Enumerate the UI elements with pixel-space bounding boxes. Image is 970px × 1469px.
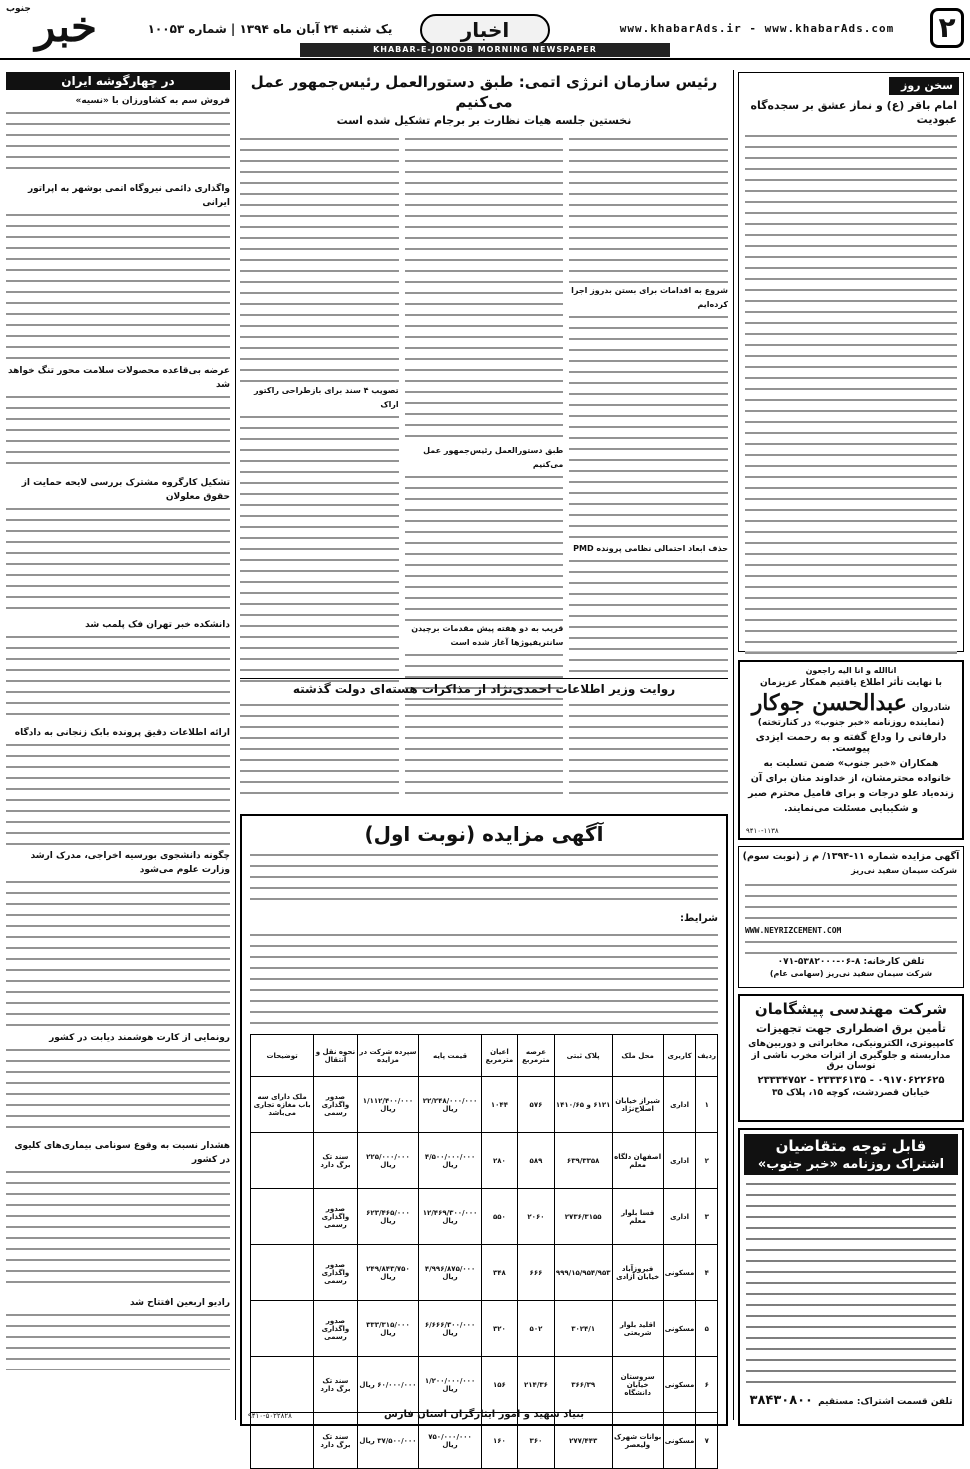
auction-table-cell: اداری [663, 1133, 696, 1189]
auction-table-cell: فیروزآباد خیابان آزادی [612, 1245, 663, 1301]
auction-table-row [251, 1357, 718, 1413]
auction-table-cell: ۴/۹۹۶/۸۷۵/۰۰۰ ریال [419, 1245, 481, 1301]
engineering-phone: ۰۹۱۷۰۶۲۲۶۲۵ - ۲۳۳۳۶۱۳۵ - ۲۳۳۳۴۷۵۲ [757, 1075, 945, 1086]
province-news-headline: ارائه اطلاعات دقیق پرونده بابک زنجانی به دادگاه [14, 728, 230, 738]
editorial-body [745, 131, 957, 661]
auction-intro [250, 850, 718, 908]
auction-table-cell: ۶/۶۶۶/۳۰۰/۰۰۰ ریال [419, 1301, 481, 1357]
auction-table-row [251, 1413, 718, 1469]
province-news-headline: رادیو اربعین افتتاح شد [129, 1298, 230, 1308]
engineering-subtitle: تأمین برق اضطراری جهت تجهیزات [755, 1022, 947, 1035]
auction-table-cell: ۲۱۴/۳۶ [518, 1357, 555, 1413]
auction-table-row [251, 1245, 718, 1301]
article-subhead: تصویب ۴ سند برای بازطراحی راکتور اراک [254, 386, 399, 409]
auction-table-cell: مسکونی [663, 1413, 696, 1469]
condolence-intro: با نهایت تأثر اطلاع یافتیم همکار عزیزمان [760, 678, 942, 688]
auction-table-row [251, 1301, 718, 1357]
subscription-phone-line [740, 1389, 962, 1408]
logo-sub: جنوب [6, 4, 31, 14]
auction-table-cell: ملک دارای سه باب مغازه تجاری می‌باشد [251, 1077, 314, 1133]
auction-column-header: نحوه نقل و انتقال [314, 1035, 357, 1077]
article-column [569, 134, 728, 684]
page-number: ۲ [930, 8, 964, 48]
article-subhead: قریب به دو هفته پیش مقدمات برچیدن سانتریفیوژها آغاز شده است [411, 624, 564, 647]
auction-table-cell: ۵۷۶ [518, 1077, 555, 1133]
cement-footer: شرکت سیمان سفید نی‌ریز (سهامی عام) [769, 969, 933, 978]
condolence-name-prefix: شادروان [911, 703, 951, 713]
province-news-item [6, 94, 230, 178]
engineering-ad [738, 994, 964, 1122]
auction-table-cell: سروستان خیابان دانشگاه [612, 1357, 663, 1413]
province-news-body [6, 1045, 230, 1135]
article-text [405, 134, 564, 444]
cement-auction-ad [738, 846, 964, 988]
auction-table-cell: ۲۷۷/۴۴۳ [554, 1413, 612, 1469]
column-divider [235, 70, 236, 1420]
auction-table-cell: اداری [663, 1077, 696, 1133]
province-news-item [6, 849, 230, 1027]
auction-column-header: عرصه مترمربع [518, 1035, 555, 1077]
article-subhead: شروع به اقدامات برای بستن بدروز اجرا کرده‌ایم [571, 286, 728, 309]
subscription-body [746, 1179, 956, 1385]
article-text [240, 700, 399, 795]
auction-table-row [251, 1189, 718, 1245]
auction-table-cell [251, 1133, 314, 1189]
auction-table-cell [251, 1413, 314, 1469]
condolence-line2: همکاران «خبر جنوب» ضمن تسلیت به خانواده محترمشان، از خداوند منان برای آن زنده‌یاد علو درجات و برای فامیل محترم صبر و شکیبایی مسئلت می‌نمایند. [748, 758, 954, 814]
auction-table-cell: ۲۰۶۰ [518, 1189, 555, 1245]
auction-table-cell: ۶۰/۰۰۰/۰۰۰ ریال [357, 1357, 419, 1413]
auction-table-cell: ۳۶۰ [518, 1413, 555, 1469]
auction-table-cell: ۱/۲۰۰/۰۰۰/۰۰۰ ریال [419, 1357, 481, 1413]
article-text [240, 412, 399, 682]
auction-table-cell: ۶۳۹/۳۳۵۸ [554, 1133, 612, 1189]
province-news-item [6, 182, 230, 360]
subscription-notice [738, 1128, 964, 1426]
auction-table-cell: ۲۴۹/۸۴۳/۷۵۰ ریال [357, 1245, 419, 1301]
auction-table-cell: ۲ [696, 1133, 718, 1189]
auction-table-cell: بوانات شهرک ولیعصر [612, 1413, 663, 1469]
cement-company: شرکت سیمان سفید نی‌ریز [851, 866, 957, 875]
main-article [240, 72, 728, 672]
auction-table-header [251, 1035, 718, 1077]
auction-table-row [251, 1077, 718, 1133]
auction-table-cell: ۲۷۳۶/۳۱۵۵ [554, 1189, 612, 1245]
section-title: اخبار [420, 14, 550, 46]
auction-column-header: سپرده شرکت در مزایده [357, 1035, 419, 1077]
province-news-headline: دانشکده خبر تهران فک پلمب شد [85, 620, 230, 630]
provinces-items [6, 94, 230, 1370]
article-ahmadinejad [240, 678, 728, 808]
article-subhead: حذف ابعاد احتمالی نظامی پرونده PMD [573, 544, 728, 553]
editorial-box [738, 72, 964, 652]
auction-table-cell: اقلید بلوار شریعتی [612, 1301, 663, 1357]
auction-table-cell: ۲۲۵/۰۰۰/۰۰۰ ریال [357, 1133, 419, 1189]
condolence-notice [738, 660, 964, 840]
auction-column-header: ردیف [696, 1035, 718, 1077]
article-text [569, 556, 728, 676]
auction-table-cell: مسکونی [663, 1245, 696, 1301]
main-article-columns [240, 134, 728, 684]
auction-table-cell: ۳۲۰ [481, 1301, 517, 1357]
auction-table-cell [251, 1301, 314, 1357]
auction-table-cell: سند تک برگ دارد [314, 1357, 357, 1413]
article-text [569, 134, 728, 284]
province-news-body [6, 1167, 230, 1292]
auction-table-cell: ۶ [696, 1357, 718, 1413]
article-text [569, 312, 728, 542]
auction-table-cell: ۵ [696, 1301, 718, 1357]
editorial-headline: امام باقر (ع) و نماز عشق بر سجده‌گاه عبودیت [750, 99, 957, 126]
province-news-item [6, 1296, 230, 1370]
article-text [405, 472, 564, 622]
auction-table-cell: ۱/۱۱۲/۴۰۰/۰۰۰ ریال [357, 1077, 419, 1133]
provinces-title: در چهارگوشه ایران [6, 72, 230, 90]
website-url[interactable]: www.khabarAds.ir - www.khabarAds.com [619, 22, 895, 35]
main-article-title: رئیس سازمان انرژی اتمی: طبق دستورالعمل رئیس‌جمهور عمل می‌کنیم [250, 73, 718, 111]
province-news-body [6, 392, 230, 472]
article2-columns [240, 700, 728, 795]
province-news-headline: رونمایی از کارت هوشمند دیابت در کشور [49, 1033, 230, 1043]
auction-title: آگهی مزایده (نوبت اول) [364, 822, 604, 846]
condolence-top: اناالله و انا الیه راجعون [805, 666, 897, 675]
auction-table-cell: فسا بلوار معلم [612, 1189, 663, 1245]
ad-code: ۹۴۱۰-۱۱۳۸ [746, 827, 779, 835]
province-news-headline: واگذاری دائمی نیروگاه اتمی بوشهر به اپراتور ایرانی [27, 184, 230, 208]
province-news-body [6, 877, 230, 1027]
province-news-item [6, 476, 230, 614]
auction-table-cell: ۳۰۲۴/۱ [554, 1301, 612, 1357]
province-news-item [6, 1031, 230, 1135]
auction-table-cell: صدور واگذاری رسمی [314, 1301, 357, 1357]
auction-table-row [251, 1133, 718, 1189]
subscription-phone: ۳۸۴۳۰۸۰۰ [749, 1393, 813, 1408]
auction-column-header: پلاک ثبتی [554, 1035, 612, 1077]
auction-table-cell: ۳ [696, 1189, 718, 1245]
province-news-item [6, 364, 230, 472]
cement-auction-body [745, 880, 957, 924]
province-news-item [6, 1139, 230, 1292]
auction-table-cell: ۶۱۲۱ و ۱۴۱۰/۶۵ [554, 1077, 612, 1133]
auction-table-cell: ۱۲/۴۶۹/۳۰۰/۰۰۰ ریال [419, 1189, 481, 1245]
province-news-body [6, 504, 230, 614]
auction-table-cell: صدور واگذاری رسمی [314, 1189, 357, 1245]
auction-table-cell: اصفهان دلگاه معلم [612, 1133, 663, 1189]
subscription-phone-label: تلفن قسمت اشتراک: مستقیم [818, 1397, 953, 1407]
auction-table-cell: ۳۴۸ [481, 1245, 517, 1301]
auction-table-cell: ۱ [696, 1077, 718, 1133]
subscription-title: قابل توجه متقاضیان [775, 1137, 927, 1155]
auction-table-cell: ۱۵۶ [481, 1357, 517, 1413]
auction-table-cell: صدور واگذاری رسمی [314, 1245, 357, 1301]
province-news-headline: عرضه بی‌قاعده محصولات سلامت محور تنگ خواهد شد [7, 366, 230, 390]
article-text [240, 134, 399, 384]
engineering-line1: کامپیوتری، الکترونیکی، مخابراتی و دوربین‌های [748, 1039, 954, 1049]
condolence-role: (نماینده روزنامه «خبر جنوب» در کنارتخته) [757, 718, 945, 728]
auction-table-cell: ۷ [696, 1413, 718, 1469]
auction-table-cell: اداری [663, 1189, 696, 1245]
subscription-title2: اشتراک روزنامه «خبر جنوب» [757, 1157, 945, 1172]
province-news-item [6, 618, 230, 722]
auction-table-cell: ۶۶۶ [518, 1245, 555, 1301]
auction-footer: بنیاد شهید و امور ایثارگران استان فارس [383, 1409, 585, 1420]
province-news-body [6, 740, 230, 845]
province-news-headline: فروش سم به کشاورزان با «نسیه» [75, 96, 230, 106]
auction-table-cell: شیراز خیابان اصلاح‌نژاد [612, 1077, 663, 1133]
auction-table-wrap [250, 1034, 718, 1469]
condolence-line1: دارفانی را وداع گفته و به رحمت ایزدی پیوست. [755, 732, 947, 754]
auction-table-cell: ۳۳۳/۳۱۵/۰۰۰ ریال [357, 1301, 419, 1357]
article-text [405, 700, 564, 795]
auction-table-cell: مسکونی [663, 1357, 696, 1413]
auction-table-cell: ۵۰۲ [518, 1301, 555, 1357]
auction-table-cell: ۲۲/۲۴۸/۰۰۰/۰۰۰ ریال [419, 1077, 481, 1133]
engineering-title: شرکت مهندسی پیشگامان [754, 1000, 948, 1018]
dateline: یک شنبه ۲۴ آبان ماه ۱۳۹۴ | شماره ۱۰۰۵۳ [147, 22, 393, 36]
auction-table-cell: ۴/۵۰۰/۰۰۰/۰۰۰ ریال [419, 1133, 481, 1189]
auction-table-cell: ۳۷/۵۰۰/۰۰۰ ریال [357, 1413, 419, 1469]
province-news-body [6, 1310, 230, 1370]
article-column [240, 134, 399, 684]
masthead [0, 0, 970, 60]
auction-table-cell: ۲۸۰ [481, 1133, 517, 1189]
engineering-line2: مداربسته و جلوگیری از اثرات مخرب ناشی از نوسان برق [751, 1051, 951, 1071]
auction-table-cell: ۵۸۹ [518, 1133, 555, 1189]
subscription-banner [744, 1134, 958, 1175]
auction-table-cell: ۵۵۰ [481, 1189, 517, 1245]
auction-table-cell [251, 1357, 314, 1413]
article2-title: روایت وزیر اطلاعات احمدی‌نژاد از مذاکرات هسته‌ای دولت گذشته [292, 682, 676, 696]
province-news-headline: تشکیل کارگروه مشترک بررسی لایحه حمایت از حقوق معلولان [21, 478, 230, 502]
newspaper-logo [6, 4, 126, 54]
auction-conditions-label: شرایط: [680, 913, 718, 924]
article-text [569, 700, 728, 795]
auction-table-cell [251, 1245, 314, 1301]
article-subhead: طبق دستورالعمل رئیس‌جمهور عمل می‌کنیم [423, 446, 564, 469]
auction-ad [240, 814, 728, 1449]
provinces-column [6, 72, 230, 1426]
cement-auction-title: آگهی مزایده شماره ۱۱-۱۳۹۴/ م ز (نوبت سوم) [742, 851, 960, 862]
subbanner: KHABAR-E-JONOOB MORNING NEWSPAPER [300, 43, 670, 57]
auction-table-cell: ۳۶۶/۳۹ [554, 1357, 612, 1413]
province-news-body [6, 210, 230, 360]
province-news-body [6, 108, 230, 178]
province-news-headline: چگونه دانشجوی بورسیه اخراجی، مدرک ارشد وزارت علوم می‌شود [30, 851, 230, 875]
province-news-body [6, 632, 230, 722]
auction-table-cell: ۹۹۹/۱۵/۹۵۴/۹۵۳ [554, 1245, 612, 1301]
auction-table-cell: ۱۰۴۴ [481, 1077, 517, 1133]
auction-table-cell: ۶۲۳/۴۶۵/۰۰۰ ریال [357, 1189, 419, 1245]
cement-website[interactable]: WWW.NEYRIZCEMENT.COM [745, 926, 842, 935]
auction-table-cell [251, 1189, 314, 1245]
condolence-name-line [740, 690, 962, 716]
auction-table-cell: ۱۶۰ [481, 1413, 517, 1469]
auction-table-cell: سند تک برگ دارد [314, 1133, 357, 1189]
article-column [405, 134, 564, 684]
main-article-subtitle: نخستین جلسه هیات نظارت بر برجام تشکیل شده است [336, 114, 632, 127]
auction-table [250, 1034, 718, 1469]
engineering-address: خیابان قصردشت، کوچه ۱۵، پلاک ۳۵ [771, 1088, 931, 1098]
province-news-headline: هشدار نسبت به وقوع سونامی بیماری‌های کلیوی در کشور [14, 1141, 230, 1165]
auction-column-header: محل ملک [612, 1035, 663, 1077]
cement-auction-body-2 [745, 937, 957, 955]
auction-table-cell: سند تک برگ دارد [314, 1413, 357, 1469]
auction-table-cell: ۷۵۰/۰۰۰/۰۰۰ ریال [419, 1413, 481, 1469]
auction-column-header: کاربری [663, 1035, 696, 1077]
column-divider [733, 70, 734, 1420]
editorial-label: سخن روز [889, 77, 959, 95]
auction-table-cell: ۴ [696, 1245, 718, 1301]
logo-main: خبر [35, 2, 97, 51]
ad-code: ۹۴۱۰-۵۰۲۲۸۲۸ [248, 1412, 292, 1420]
auction-column-header: توضیحات [251, 1035, 314, 1077]
auction-table-cell: صدور واگذاری رسمی [314, 1077, 357, 1133]
auction-table-cell: مسکونی [663, 1301, 696, 1357]
auction-column-header: اعیان مترمربع [481, 1035, 517, 1077]
condolence-name: عبدالحسن جوکار [751, 690, 907, 716]
province-news-item [6, 726, 230, 845]
auction-conditions [250, 930, 718, 1030]
auction-column-header: قیمت پایه [419, 1035, 481, 1077]
cement-phone: تلفن کارخانه: ۸-۰۶-۵۳۸۲۰۰۰-۰۷۱ [777, 957, 925, 967]
